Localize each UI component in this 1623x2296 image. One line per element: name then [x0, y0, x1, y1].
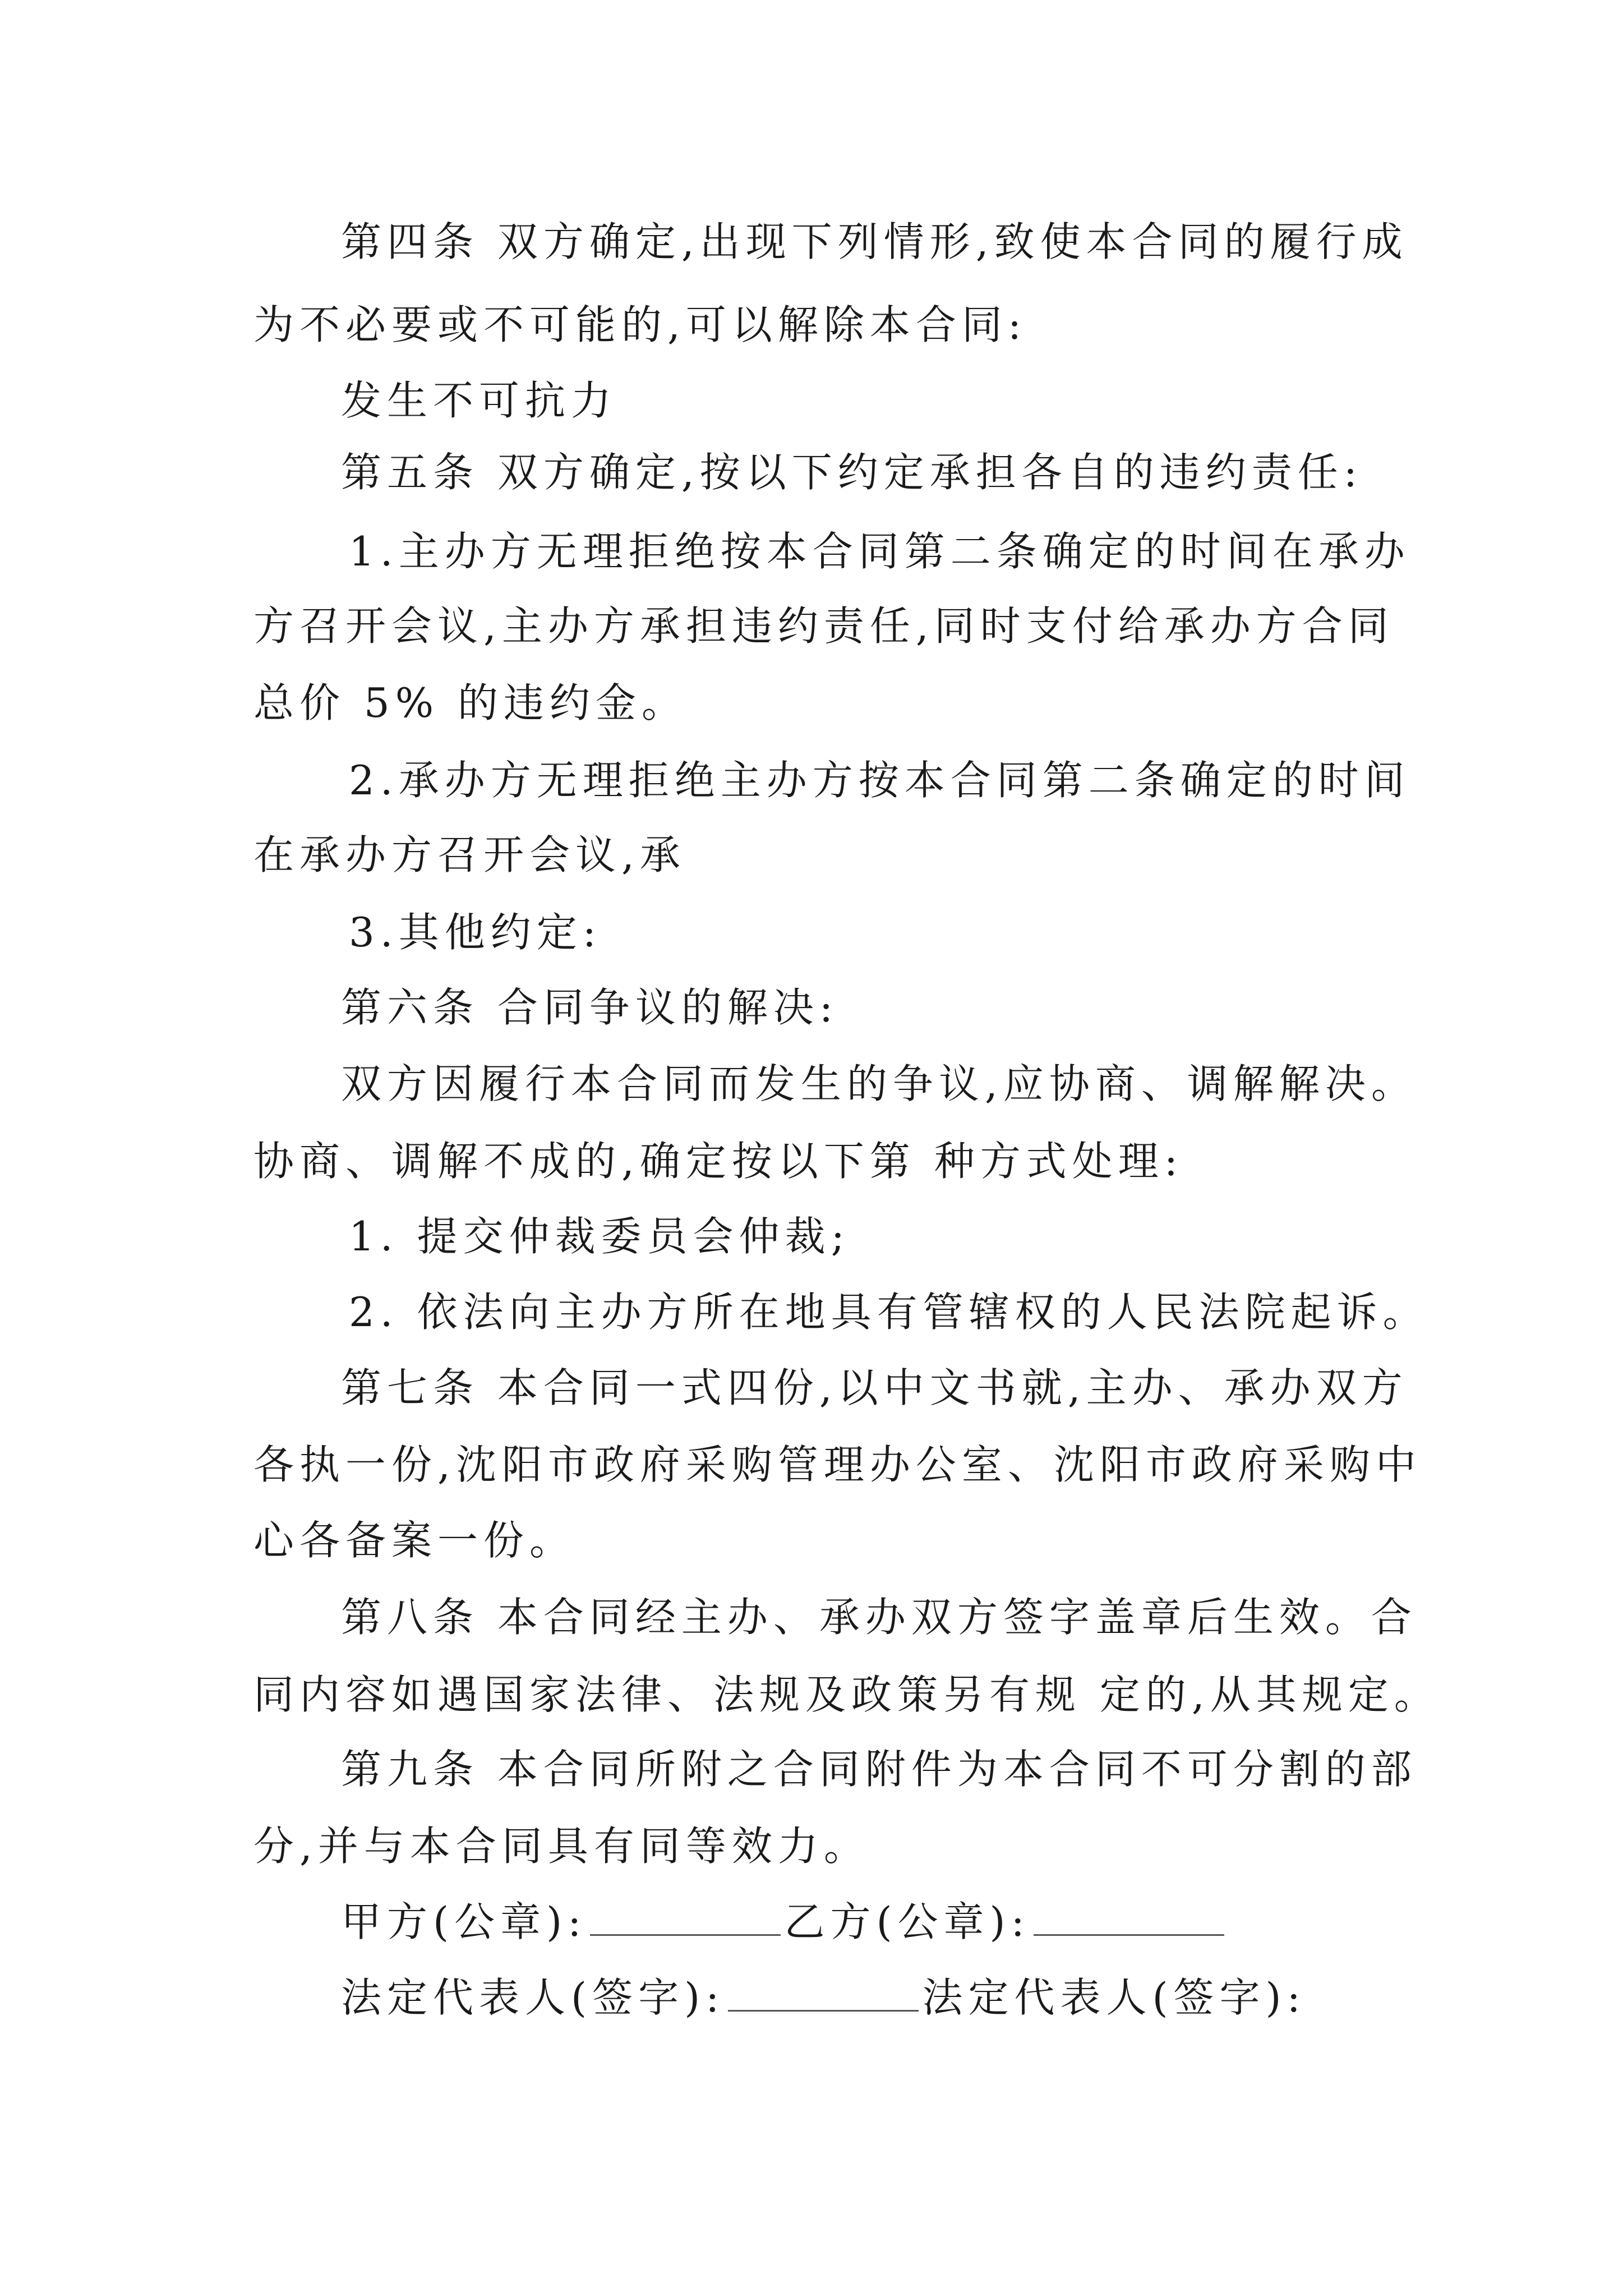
clause-5-1-line-2: 方召开会议,主办方承担违约责任,同时支付给承办方合同 [253, 602, 1394, 650]
article-7-line-3: 心各备案一份。 [253, 1517, 576, 1564]
article-6-line-2: 协商、调解不成的,确定按以下第 种方式处理: [253, 1138, 1184, 1185]
party-a-seal-label: 甲方(公章): [341, 1898, 587, 1945]
force-majeure-line: 发生不可抗力 [341, 377, 617, 424]
clause-5-1-line-1: 1.主办方无理拒绝按本合同第二条确定的时间在承办 [349, 528, 1410, 575]
article-6-line-1: 双方因履行本合同而发生的争议,应协商、调解解决。 [341, 1060, 1417, 1107]
clause-5-3-line: 3.其他约定: [349, 909, 602, 956]
seal-row [341, 1898, 1228, 1945]
clause-6-1-line: 1. 提交仲裁委员会仲裁; [349, 1213, 850, 1260]
party-b-seal-blank [1034, 1901, 1224, 1936]
clause-5-2-line-1: 2.承办方无理拒绝主办方按本合同第二条确定的时间 [349, 757, 1410, 804]
article-4-line-2: 为不必要或不可能的,可以解除本合同: [253, 301, 1027, 348]
article-8-line-1: 第八条 本合同经主办、承办双方签字盖章后生效。合 [341, 1594, 1417, 1641]
article-7-line-2: 各执一份,沈阳市政府采购管理办公室、沈阳市政府采购中 [253, 1441, 1422, 1488]
article-9-line-1: 第九条 本合同所附之合同附件为本合同不可分割的部 [341, 1746, 1417, 1793]
party-b-seal-label: 乙方(公章): [784, 1898, 1030, 1945]
party-a-rep-blank [728, 1976, 919, 2012]
representative-row [341, 1974, 1306, 2021]
article-5-line-1: 第五条 双方确定,按以下约定承担各自的违约责任: [341, 449, 1363, 496]
article-8-line-2: 同内容如遇国家法律、法规及政策另有规 定的,从其规定。 [253, 1671, 1440, 1718]
clause-6-2-line: 2. 依法向主办方所在地具有管辖权的人民法院起诉。 [349, 1289, 1429, 1336]
clause-5-1-line-3: 总价 5% 的违约金。 [253, 679, 688, 726]
article-6-heading: 第六条 合同争议的解决: [341, 984, 839, 1031]
party-a-seal-blank [590, 1901, 781, 1936]
article-4-line-1: 第四条 双方确定,出现下列情形,致使本合同的履行成 [341, 218, 1408, 265]
party-a-rep-label: 法定代表人(签字): [341, 1974, 725, 2021]
article-7-line-1: 第七条 本合同一式四份,以中文书就,主办、承办双方 [341, 1364, 1408, 1411]
party-b-rep-label: 法定代表人(签字): [922, 1974, 1306, 2021]
clause-5-2-line-2: 在承办方召开会议,承 [253, 831, 686, 878]
article-9-line-2: 分,并与本合同具有同等效力。 [253, 1823, 870, 1870]
